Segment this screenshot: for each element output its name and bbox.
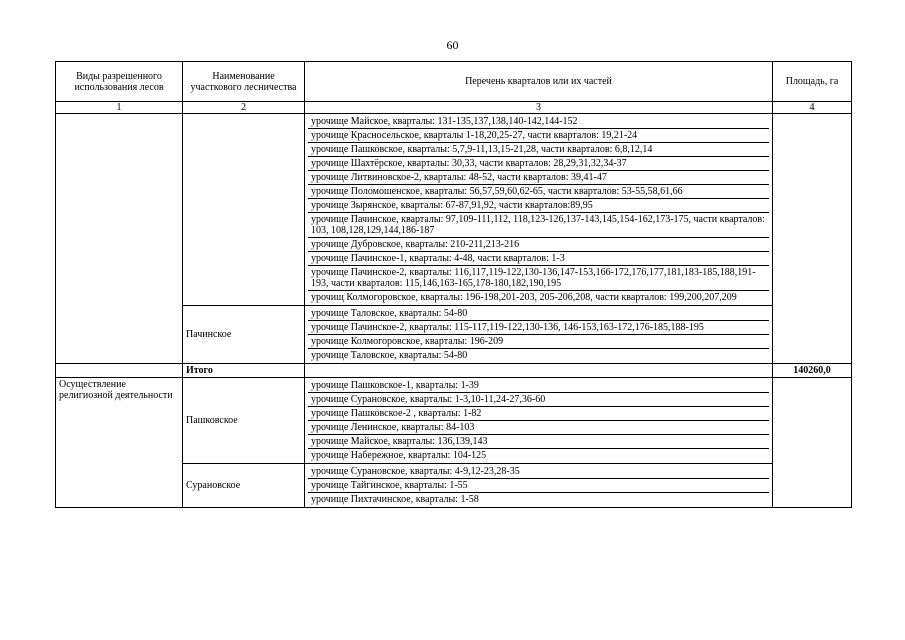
plot-entry: урочище Майское, кварталы: 136,139,143 (308, 435, 769, 449)
plot-entry: урочище Ленинское, кварталы: 84-103 (308, 421, 769, 435)
plot-row (308, 479, 769, 493)
plot-entry: урочищ Колмогоровское, кварталы: 196-198,201-203, 205-206,208, части кварталов: 199,200,207,209 (311, 292, 737, 303)
plot-row (308, 493, 769, 507)
section2-group-a-forestry (183, 378, 305, 464)
plot-row (308, 449, 769, 463)
plot-row (308, 349, 769, 363)
plot-entry: урочище Таловское, кварталы: 54-80 (311, 350, 468, 361)
plot-row (308, 143, 769, 157)
plot-entry: урочище Колмогоровское, кварталы: 196-209 (308, 335, 769, 349)
plot-entry: урочище Майское, кварталы: 131-135,137,138,140-142,144-152 (308, 115, 769, 129)
section2-usage-type: Осуществление религиозной деятельности (56, 378, 183, 508)
column-number: 4 (773, 102, 852, 114)
total-row (56, 364, 852, 378)
plot-entry: урочище Красносельское, кварталы 1-18,20,25-27, части кварталов: 19,21-24 (308, 129, 769, 143)
column-number: 3 (305, 102, 773, 114)
total-empty-cell (56, 364, 183, 378)
page-number: 60 (446, 38, 459, 52)
plot-entry: урочище Тайгинское, кварталы: 1-55 (308, 479, 769, 493)
section1-group-a-row (56, 114, 852, 306)
section1-group-a-plots (305, 114, 773, 306)
plot-entry: урочище Литвиновское-2, кварталы: 48-52, части кварталов: 39,41-47 (308, 171, 769, 185)
section2-area-cell (773, 378, 852, 508)
plot-entry: урочище Дубровское, кварталы: 210-211,213-216 (308, 238, 769, 252)
plot-row (308, 238, 769, 252)
plot-entry: урочище Пачинское-2, кварталы: 115-117,119-122,130-136, 146-153,163-172,176-185,188-195 (308, 321, 769, 335)
total-empty-cell (305, 364, 773, 378)
plot-row (308, 435, 769, 449)
plot-entry: урочище Сурановское, кварталы: 4-9,12-23,28-35 (308, 465, 769, 479)
section2-group-a-row (56, 378, 852, 464)
column-number-row (56, 102, 852, 114)
section1-group-b-forestry (183, 306, 305, 364)
column-number: 1 (56, 102, 183, 114)
plot-entry: урочище Пашковское, кварталы: 5,7,9-11,13,15-21,28, части кварталов: 6,8,12,14 (308, 143, 769, 157)
plot-entry: урочище Зырянское, кварталы: 67-87,91,92, части кварталов:89,95 (308, 199, 769, 213)
plot-row (308, 266, 769, 291)
section1-group-b-plots (305, 306, 773, 364)
plot-row (308, 157, 769, 171)
header-quarters-list: Перечень кварталов или их частей (305, 62, 773, 102)
plot-row (308, 171, 769, 185)
header-usage-type: Виды разрешенного использования лесов (56, 62, 183, 102)
section2-group-a-plots (305, 378, 773, 464)
forestry-name: Пашковское (186, 415, 238, 426)
plot-entry: урочище Сурановское, кварталы: 1-3,10-11,24-27,36-60 (308, 393, 769, 407)
section2-group-b-forestry (183, 464, 305, 508)
plot-row (308, 213, 769, 238)
plot-entry: урочище Пашковское-2 , кварталы: 1-82 (308, 407, 769, 421)
plot-entry: урочище Пачинское-2, кварталы: 116,117,119-122,130-136,147-153,166-172,176,177,181,183-185,188,191-193, части кварталов: 115,146,163-165,178-180,182,190,195 (308, 266, 769, 291)
plot-row (308, 115, 769, 129)
header-area: Площадь, га (773, 62, 852, 102)
section1-group-a-forestry (183, 114, 305, 306)
plot-entry: урочище Пихтачинское, кварталы: 1-58 (311, 494, 479, 505)
header-row (56, 62, 852, 102)
plot-row (308, 407, 769, 421)
forest-usage-table (55, 61, 852, 508)
plot-entry: урочище Пачинское, кварталы: 97,109-111,112, 118,123-126,137-143,145,154-162,173-175, части кварталов: 103, 108,128,129,144,186-187 (308, 213, 769, 238)
total-label: Итого (183, 364, 305, 378)
plot-entry: урочище Поломошенское, кварталы: 56,57,59,60,62-65, части кварталов: 53-55,58,61,66 (308, 185, 769, 199)
plot-row (308, 335, 769, 349)
plot-row (308, 465, 769, 479)
plot-row (308, 129, 769, 143)
plot-entry: урочище Пашковское-1, кварталы: 1-39 (308, 379, 769, 393)
plot-entry: урочище Пачинское-1, кварталы: 4-48, части кварталов: 1-3 (308, 252, 769, 266)
plot-row (308, 393, 769, 407)
forestry-name: Пачинское (186, 329, 232, 340)
section2-group-b-plots (305, 464, 773, 508)
plot-entry: урочище Таловское, кварталы: 54-80 (308, 307, 769, 321)
total-area: 140260,0 (773, 364, 852, 378)
plot-row (308, 379, 769, 393)
plot-entry: урочище Шахтёрское, кварталы: 30,33, части кварталов: 28,29,31,32,34-37 (308, 157, 769, 171)
plot-row (308, 199, 769, 213)
plot-row (308, 321, 769, 335)
plot-row (308, 307, 769, 321)
plot-row (308, 291, 769, 305)
plot-row (308, 252, 769, 266)
section1-usage-cell (56, 114, 183, 364)
section1-area-cell (773, 114, 852, 364)
header-forestry-name: Наименование участкового лесничества (183, 62, 305, 102)
plot-row (308, 421, 769, 435)
plot-row (308, 185, 769, 199)
plot-entry: урочище Набережное, кварталы: 104-125 (311, 450, 487, 461)
forestry-name: Сурановское (186, 480, 241, 491)
column-number: 2 (183, 102, 305, 114)
